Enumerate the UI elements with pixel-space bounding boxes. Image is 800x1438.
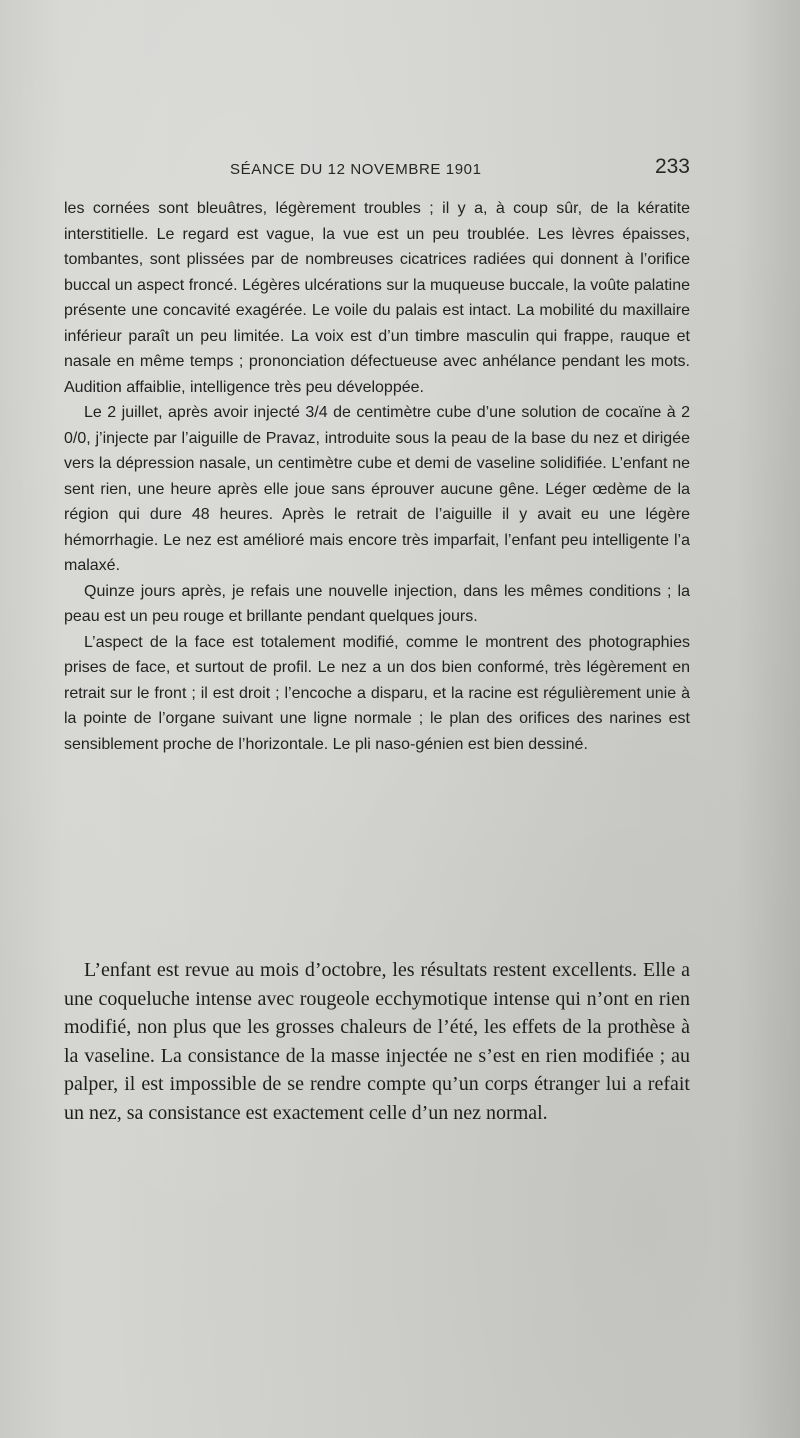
- paragraph-continued: les cornées sont bleuâtres, légèrement troubles ; il y a, à coup sûr, de la kératite interstitielle. Le regard est vague, la vue est un peu troublée. Les lèvres épaisses, tombantes, sont plissées par de nombreuses cicatrices radiées qui donnent à l’orifice buccal un aspect froncé. Légères ulcérations sur la muqueuse buccale, la voûte palatine présente une concavité exagérée. Le voile du palais est intact. La mobilité du maxillaire inférieur paraît un peu limitée. La voix est d’un timbre masculin qui frappe, rauque et nasale en même temps ; prononciation défectueuse avec anhélance pendant les mots. Audition affaiblie, intelligence très peu développée.: [64, 200, 690, 396]
- page-header: [64, 155, 690, 185]
- follow-up-section: [64, 956, 690, 1127]
- body-text: [64, 196, 690, 757]
- paragraph-injection: Le 2 juillet, après avoir injecté 3/4 de centimètre cube d’une solution de cocaïne à 2 0/0, j’injecte par l’aiguille de Pravaz, introduite sous la peau de la base du nez et dirigée vers la dépression nasale, un centimètre cube et demi de vaseline solidifiée. L’enfant ne sent rien, une heure après elle joue sans éprouver aucune gêne. Léger œdème de la région qui dure 48 heures. Après le retrait de l’aiguille il y avait eu une légère hémorrhagie. Le nez est amélioré mais encore très imparfait, l’enfant peu intelligente l’a malaxé.: [64, 404, 690, 574]
- running-title: SÉANCE DU 12 NOVEMBRE 1901: [230, 161, 482, 178]
- paragraph-result: L’aspect de la face est totalement modifié, comme le montrent des photographies prises de face, et surtout de profil. Le nez a un dos bien conformé, très légèrement en retrait sur le front ; il est droit ; l’encoche a disparu, et la racine est régulièrement unie à la pointe de l’organe suivant une ligne normale ; le plan des orifices des narines est sensiblement proche de l’horizontale. Le pli naso-génien est bien dessiné.: [64, 633, 690, 753]
- paragraph-follow-up: L’enfant est revue au mois d’octobre, les résultats restent excellents. Elle a une coqueluche intense avec rougeole ecchymotique intense qui n’ont en rien modifié, non plus que les grosses chaleurs de l’été, les effets de la prothèse à la vaseline. La consistance de la masse injectée ne s’est en rien modifiée ; au palper, il est impossible de se rendre compte qu’un corps étranger lui a refait un nez, sa consistance est exactement celle d’un nez normal.: [64, 959, 690, 1124]
- paragraph-second-injection: Quinze jours après, je refais une nouvelle injection, dans les mêmes conditions ; la peau est un peu rouge et brillante pendant quelques jours.: [64, 582, 690, 625]
- page-number: 233: [654, 155, 690, 178]
